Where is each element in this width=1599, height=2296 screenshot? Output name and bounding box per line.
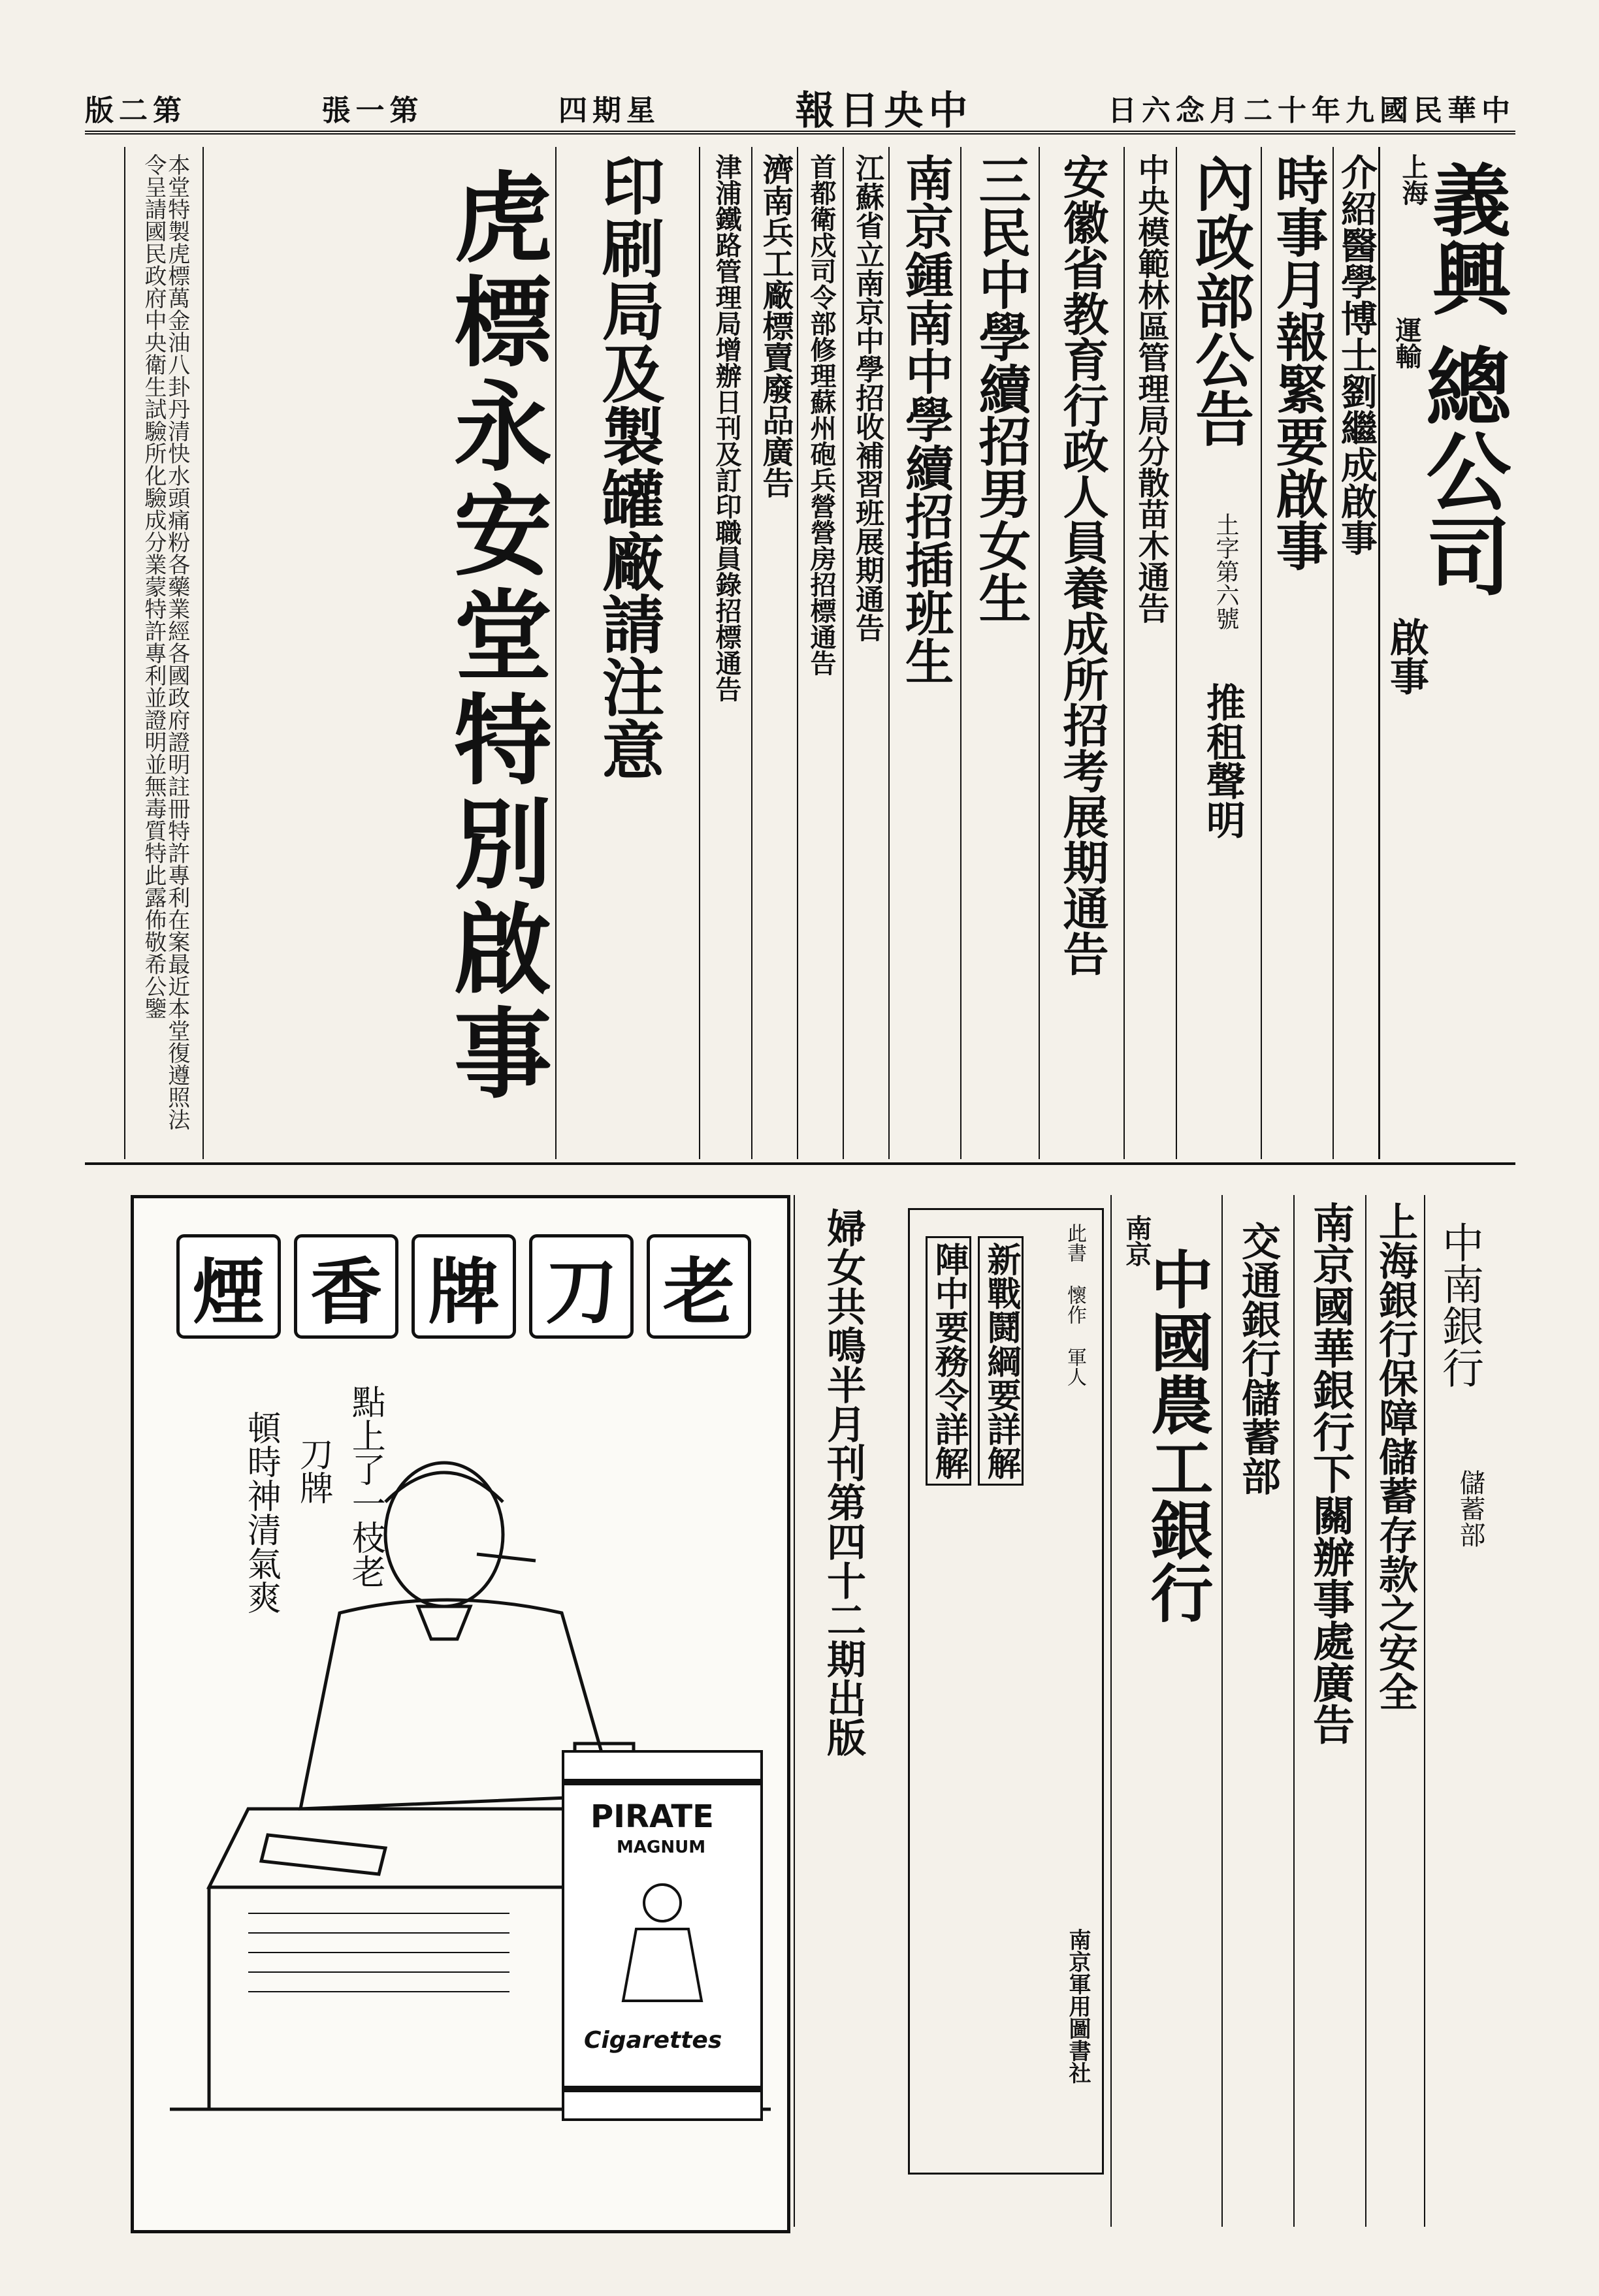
pack-stripe xyxy=(564,1779,760,1785)
ad-interior xyxy=(1176,147,1262,1159)
ad-print xyxy=(555,147,700,1159)
zhongnan-bank-name: 中南銀行 xyxy=(1435,1221,1483,1388)
ad-jinpu xyxy=(699,147,752,1159)
ad-yixing xyxy=(1378,147,1517,1159)
interior-title: 內政部公告 xyxy=(1185,153,1254,447)
print-headline: 印刷局及製罐廠請注意 xyxy=(592,153,666,780)
cigarette-title-char: 牌 xyxy=(412,1234,516,1339)
cigarette-title-char: 老 xyxy=(647,1234,751,1339)
interior-number: 土字第六號 xyxy=(1212,513,1239,630)
pack-cigarettes-label: Cigarettes xyxy=(584,2027,722,2054)
ad-tiger-side xyxy=(124,147,204,1159)
war-title-a: 新戰鬪綱要詳解 xyxy=(978,1236,1024,1486)
pirate-figure-icon xyxy=(597,1870,728,2014)
ad-anhui xyxy=(1039,147,1125,1159)
yixing-name: 義興 xyxy=(1419,160,1511,317)
yixing-company: 總公司 xyxy=(1412,343,1512,598)
issue-date: 日六念月二十年九國民華中 xyxy=(1108,94,1515,127)
slogan-line-3: 頓時神清氣爽 xyxy=(241,1411,281,1614)
ad-jiaotong xyxy=(1221,1195,1293,2227)
war-header: 此書 懷作 軍人 xyxy=(1063,1223,1086,1386)
anhui-headline: 安徽省教育行政人員養成所招考展期通告 xyxy=(1056,153,1110,976)
pack-sub: MAGNUM xyxy=(617,1838,706,1857)
cigarette-title-char: 刀 xyxy=(529,1234,634,1339)
slogan-line-2: 刀牌 xyxy=(293,1437,333,1505)
yixing-sub: 運輸 xyxy=(1391,317,1422,369)
yixing-place: 上海 xyxy=(1398,153,1429,206)
pack-stripe xyxy=(564,2086,760,2092)
zhongnan-bank-dept: 儲蓄部 xyxy=(1455,1469,1485,1548)
cigarette-title-char: 香 xyxy=(294,1234,398,1339)
forestry-headline: 中央模範林區管理局分散苗木通告 xyxy=(1133,153,1169,624)
ad-sanmin xyxy=(960,147,1040,1159)
ad-monthly xyxy=(1261,147,1334,1159)
huayin-headline: 南京國華銀行下關辦事處廣告 xyxy=(1306,1202,1355,1745)
ad-zhongnan-school xyxy=(888,147,961,1159)
sanmin-headline: 三民中學續招男女生 xyxy=(970,153,1031,624)
ad-jiangsu xyxy=(843,147,890,1159)
page-number: 版二第 xyxy=(85,94,187,127)
ad-shanghai-bank xyxy=(1365,1195,1424,2227)
pack-brand: PIRATE xyxy=(590,1798,714,1835)
ad-forestry xyxy=(1123,147,1177,1159)
women-headline: 婦女共鳴半月刊第四十二期出版 xyxy=(820,1208,866,1757)
zuzu-headline: 推租聲明 xyxy=(1200,682,1246,839)
ad-huayin xyxy=(1293,1195,1365,2227)
cigarette-title xyxy=(176,1228,751,1345)
ad-women xyxy=(794,1195,892,2227)
liu-headline: 介紹醫學博士劉繼成啟事 xyxy=(1335,153,1378,556)
ad-zhongnan-bank xyxy=(1424,1195,1515,2227)
ad-tiger xyxy=(202,147,557,1159)
tiger-side-text: 本堂特製虎標萬金油八卦丹清快水頭痛粉各藥業經各國政府證明註冊特許專利在案最近本堂復遵照法令呈請國民政府中央衛生試驗所化驗成分業蒙特許專利並證明並無毒質特此露佈敬希公鑒 xyxy=(140,153,190,1130)
ad-nongong xyxy=(1110,1195,1221,2227)
war-publisher: 南京軍用圖書社 xyxy=(1065,1928,1091,2084)
newspaper-title: 報日央中 xyxy=(795,88,973,134)
yixing-notice: 啟事 xyxy=(1383,617,1429,695)
jinan-headline: 濟南兵工廠標賣廢品廣告 xyxy=(757,153,794,498)
cigarette-title-char: 煙 xyxy=(176,1234,281,1339)
jinpu-headline: 津浦鐵路管理局增辦日刊及訂印職員錄招標通告 xyxy=(711,153,742,702)
ad-liu xyxy=(1332,147,1380,1159)
ad-jinan xyxy=(751,147,798,1159)
section-number: 張一第 xyxy=(321,94,424,127)
monthly-headline: 時事月報緊要啟事 xyxy=(1267,153,1329,571)
jiangsu-headline: 江蘇省立南京中學招收補習班展期通告 xyxy=(850,153,884,642)
jiaotong-headline: 交通銀行儲蓄部 xyxy=(1235,1221,1281,1495)
zhongnan-school-headline: 南京鍾南中學續招插班生 xyxy=(897,153,954,685)
weekday: 四期星 xyxy=(558,94,660,127)
ad-war-manuals xyxy=(908,1208,1104,2175)
ad-shoudu xyxy=(797,147,844,1159)
section-divider xyxy=(85,1162,1515,1165)
nongong-place: 南京 xyxy=(1122,1215,1152,1267)
shoudu-headline: 首都衛戍司令部修理蘇州砲兵營營房招標通告 xyxy=(806,153,837,676)
slogan-line-1: 點上了一枝老 xyxy=(346,1384,385,1588)
masthead xyxy=(85,85,1515,135)
cigarette-pack xyxy=(562,1750,763,2121)
shanghai-bank-headline: 上海銀行保障儲蓄存款之安全 xyxy=(1372,1202,1418,1711)
nongong-name: 中國農工銀行 xyxy=(1140,1247,1214,1623)
war-title-b: 陣中要務令詳解 xyxy=(926,1236,971,1486)
tiger-headline: 虎標永安堂特別啟事 xyxy=(437,167,552,1107)
